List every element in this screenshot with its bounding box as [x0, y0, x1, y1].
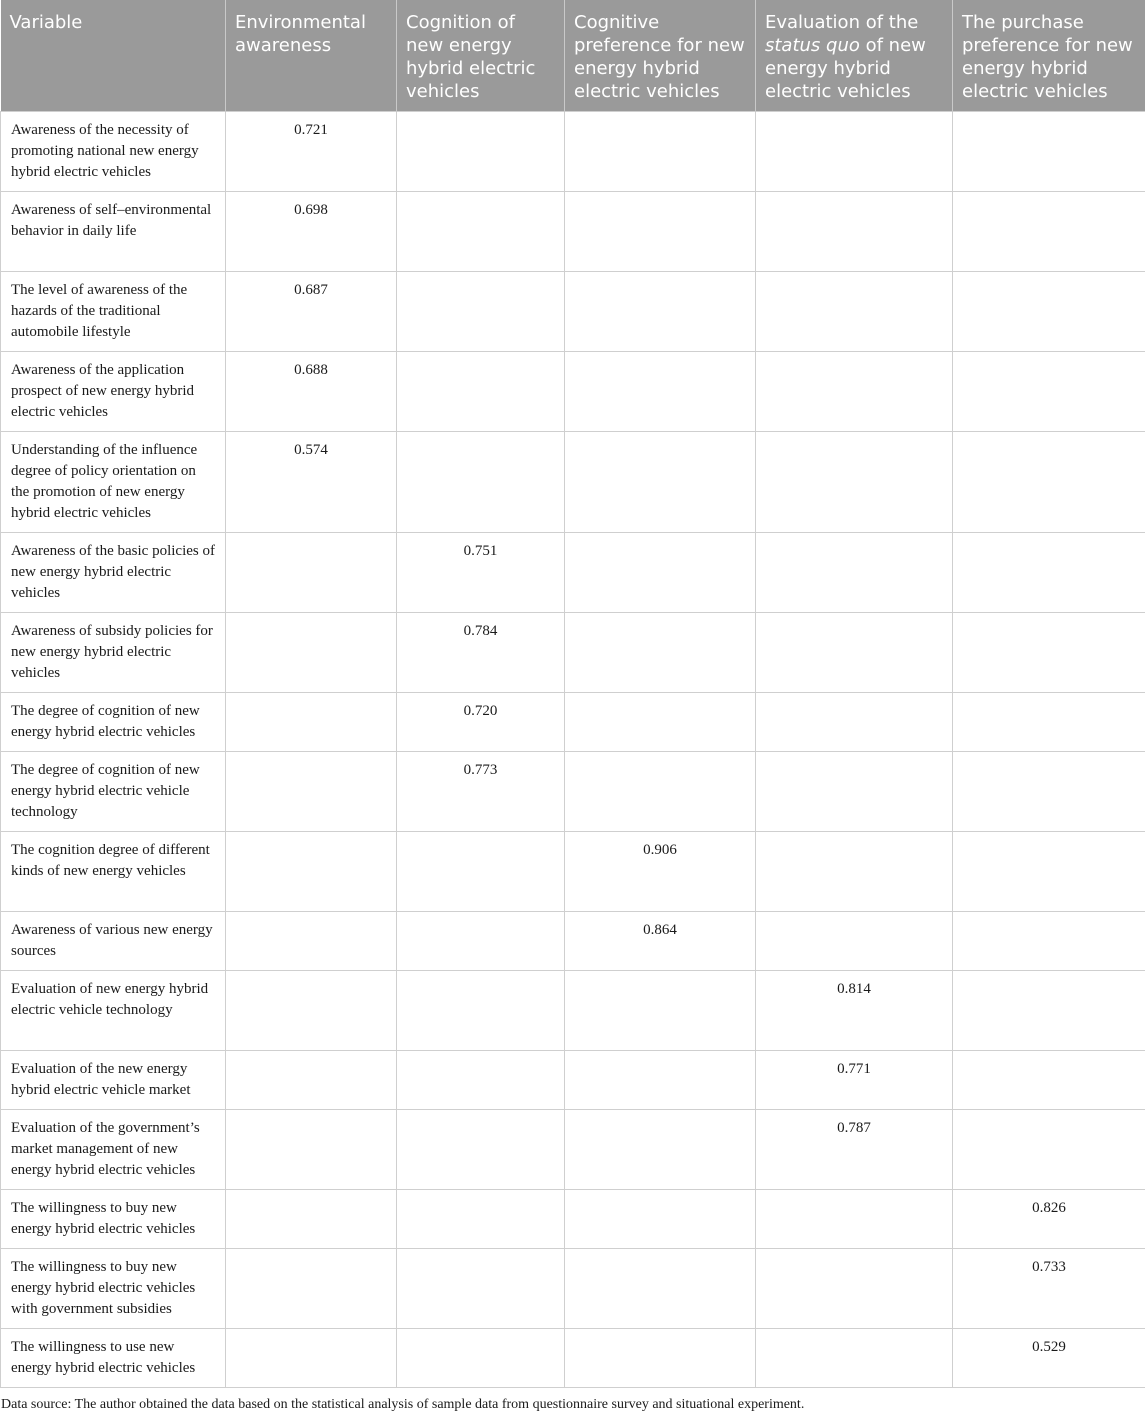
loading-value-cell	[397, 1110, 565, 1190]
loading-value-cell: 0.688	[226, 352, 397, 432]
variable-label-cell: Evaluation of the government’s market management of new energy hybrid electric vehicles	[1, 1110, 226, 1190]
loading-value-cell	[953, 613, 1145, 693]
loading-value-cell	[756, 613, 953, 693]
loading-value-cell	[565, 613, 756, 693]
table-row	[1, 1329, 1145, 1388]
loading-value-cell	[565, 1249, 756, 1329]
table-row	[1, 272, 1145, 352]
loading-value-cell	[756, 272, 953, 352]
table-row	[1, 352, 1145, 432]
column-header-variable: Variable	[1, 0, 226, 112]
loading-value-cell	[953, 192, 1145, 272]
variable-label-cell: The willingness to buy new energy hybrid electric vehicles	[1, 1190, 226, 1249]
loading-value-cell	[565, 1329, 756, 1388]
loading-value-cell: 0.529	[953, 1329, 1145, 1388]
loading-value-cell	[953, 533, 1145, 613]
loading-value-cell	[397, 272, 565, 352]
table-row	[1, 112, 1145, 192]
variable-label-cell: The willingness to buy new energy hybrid electric vehicles with government subsidies	[1, 1249, 226, 1329]
loading-value-cell	[565, 432, 756, 533]
loading-value-cell	[756, 693, 953, 752]
table-row	[1, 832, 1145, 912]
table-row	[1, 1190, 1145, 1249]
column-header-cognition: Cognition of new energy hybrid electric vehicles	[397, 0, 565, 112]
variable-label-cell: The willingness to use new energy hybrid electric vehicles	[1, 1329, 226, 1388]
loading-value-cell	[565, 1051, 756, 1110]
variable-label-cell: Understanding of the influence degree of policy orientation on the promotion of new energy hybrid electric vehicles	[1, 432, 226, 533]
variable-label-cell: The level of awareness of the hazards of the traditional automobile lifestyle	[1, 272, 226, 352]
loading-value-cell	[397, 1051, 565, 1110]
data-source-note: Data source: The author obtained the data based on the statistical analysis of sample data from questionnaire survey and situational experiment.	[1, 1397, 805, 1412]
table-row	[1, 1051, 1145, 1110]
loading-value-cell	[226, 971, 397, 1051]
loading-value-cell	[397, 832, 565, 912]
variable-label-cell: Awareness of the application prospect of new energy hybrid electric vehicles	[1, 352, 226, 432]
loading-value-cell	[756, 432, 953, 533]
status-quo-italic: status quo	[765, 35, 860, 56]
loading-value-cell	[756, 752, 953, 832]
loading-value-cell	[953, 272, 1145, 352]
loading-value-cell	[397, 352, 565, 432]
variable-label-cell: Awareness of the necessity of promoting national new energy hybrid electric vehicles	[1, 112, 226, 192]
loading-value-cell	[397, 432, 565, 533]
loading-value-cell	[226, 1329, 397, 1388]
loading-value-cell: 0.733	[953, 1249, 1145, 1329]
loading-value-cell: 0.787	[756, 1110, 953, 1190]
table-row	[1, 1249, 1145, 1329]
variable-label-cell: The degree of cognition of new energy hybrid electric vehicle technology	[1, 752, 226, 832]
loading-value-cell	[953, 971, 1145, 1051]
loading-value-cell: 0.721	[226, 112, 397, 192]
table-body	[1, 112, 1145, 1388]
loading-value-cell	[756, 1329, 953, 1388]
loading-value-cell: 0.771	[756, 1051, 953, 1110]
table-row	[1, 912, 1145, 971]
variable-label-cell: Awareness of subsidy policies for new energy hybrid electric vehicles	[1, 613, 226, 693]
loading-value-cell	[756, 533, 953, 613]
loading-value-cell	[397, 112, 565, 192]
loading-value-cell	[565, 1190, 756, 1249]
loading-value-cell	[565, 533, 756, 613]
variable-label-cell: Evaluation of new energy hybrid electric vehicle technology	[1, 971, 226, 1051]
loading-value-cell	[756, 912, 953, 971]
loading-value-cell	[226, 693, 397, 752]
column-header-cognitive-preference: Cognitive preference for new energy hybrid electric vehicles	[565, 0, 756, 112]
loading-value-cell	[953, 432, 1145, 533]
loading-value-cell	[565, 693, 756, 752]
loading-value-cell	[226, 1051, 397, 1110]
variable-label-cell: Evaluation of the new energy hybrid electric vehicle market	[1, 1051, 226, 1110]
loading-value-cell: 0.773	[397, 752, 565, 832]
loading-value-cell	[397, 971, 565, 1051]
table-row	[1, 613, 1145, 693]
loading-value-cell	[565, 1110, 756, 1190]
loading-value-cell	[565, 971, 756, 1051]
loading-value-cell: 0.906	[565, 832, 756, 912]
table-row	[1, 192, 1145, 272]
loading-value-cell	[953, 112, 1145, 192]
loading-value-cell	[226, 1190, 397, 1249]
loading-value-cell	[397, 1329, 565, 1388]
loading-value-cell	[397, 1190, 565, 1249]
loading-value-cell	[397, 912, 565, 971]
loading-value-cell	[756, 832, 953, 912]
loading-value-cell	[565, 112, 756, 192]
header-row	[1, 0, 1145, 112]
loading-value-cell	[756, 192, 953, 272]
loading-value-cell: 0.864	[565, 912, 756, 971]
variable-label-cell: The cognition degree of different kinds of new energy vehicles	[1, 832, 226, 912]
table-row	[1, 533, 1145, 613]
variable-label-cell: Awareness of self–environmental behavior in daily life	[1, 192, 226, 272]
loading-value-cell: 0.687	[226, 272, 397, 352]
table-header	[1, 0, 1145, 112]
loading-value-cell: 0.826	[953, 1190, 1145, 1249]
variable-label-cell: Awareness of various new energy sources	[1, 912, 226, 971]
loading-value-cell	[756, 1190, 953, 1249]
loading-value-cell	[226, 912, 397, 971]
loading-value-cell	[565, 192, 756, 272]
loading-value-cell	[953, 693, 1145, 752]
loading-value-cell: 0.784	[397, 613, 565, 693]
loading-value-cell	[397, 1249, 565, 1329]
loading-value-cell	[565, 752, 756, 832]
loading-value-cell	[226, 1249, 397, 1329]
loading-value-cell	[953, 352, 1145, 432]
column-header-status-quo-evaluation: Evaluation of the status quo of new energy hybrid electric vehicles	[756, 0, 953, 112]
loading-value-cell	[756, 352, 953, 432]
variable-label-cell: Awareness of the basic policies of new energy hybrid electric vehicles	[1, 533, 226, 613]
loading-value-cell	[226, 533, 397, 613]
loading-value-cell: 0.751	[397, 533, 565, 613]
loading-value-cell	[953, 752, 1145, 832]
loading-value-cell	[397, 192, 565, 272]
loading-value-cell	[953, 832, 1145, 912]
loading-value-cell: 0.720	[397, 693, 565, 752]
loading-value-cell: 0.574	[226, 432, 397, 533]
table-row	[1, 752, 1145, 832]
column-header-purchase-preference: The purchase preference for new energy hybrid electric vehicles	[953, 0, 1145, 112]
column-header-environmental-awareness: Environmental awareness	[226, 0, 397, 112]
loading-value-cell	[756, 1249, 953, 1329]
loading-value-cell	[226, 832, 397, 912]
table-row	[1, 971, 1145, 1051]
loading-value-cell	[953, 1110, 1145, 1190]
loading-value-cell	[953, 912, 1145, 971]
variable-label-cell: The degree of cognition of new energy hybrid electric vehicles	[1, 693, 226, 752]
table-row	[1, 693, 1145, 752]
loading-value-cell	[953, 1051, 1145, 1110]
loading-value-cell	[565, 272, 756, 352]
loading-value-cell	[226, 1110, 397, 1190]
loading-value-cell	[226, 613, 397, 693]
loading-value-cell	[565, 352, 756, 432]
table-row	[1, 1110, 1145, 1190]
table-row	[1, 432, 1145, 533]
loading-value-cell: 0.814	[756, 971, 953, 1051]
loading-value-cell	[756, 112, 953, 192]
loading-value-cell: 0.698	[226, 192, 397, 272]
loading-value-cell	[226, 752, 397, 832]
